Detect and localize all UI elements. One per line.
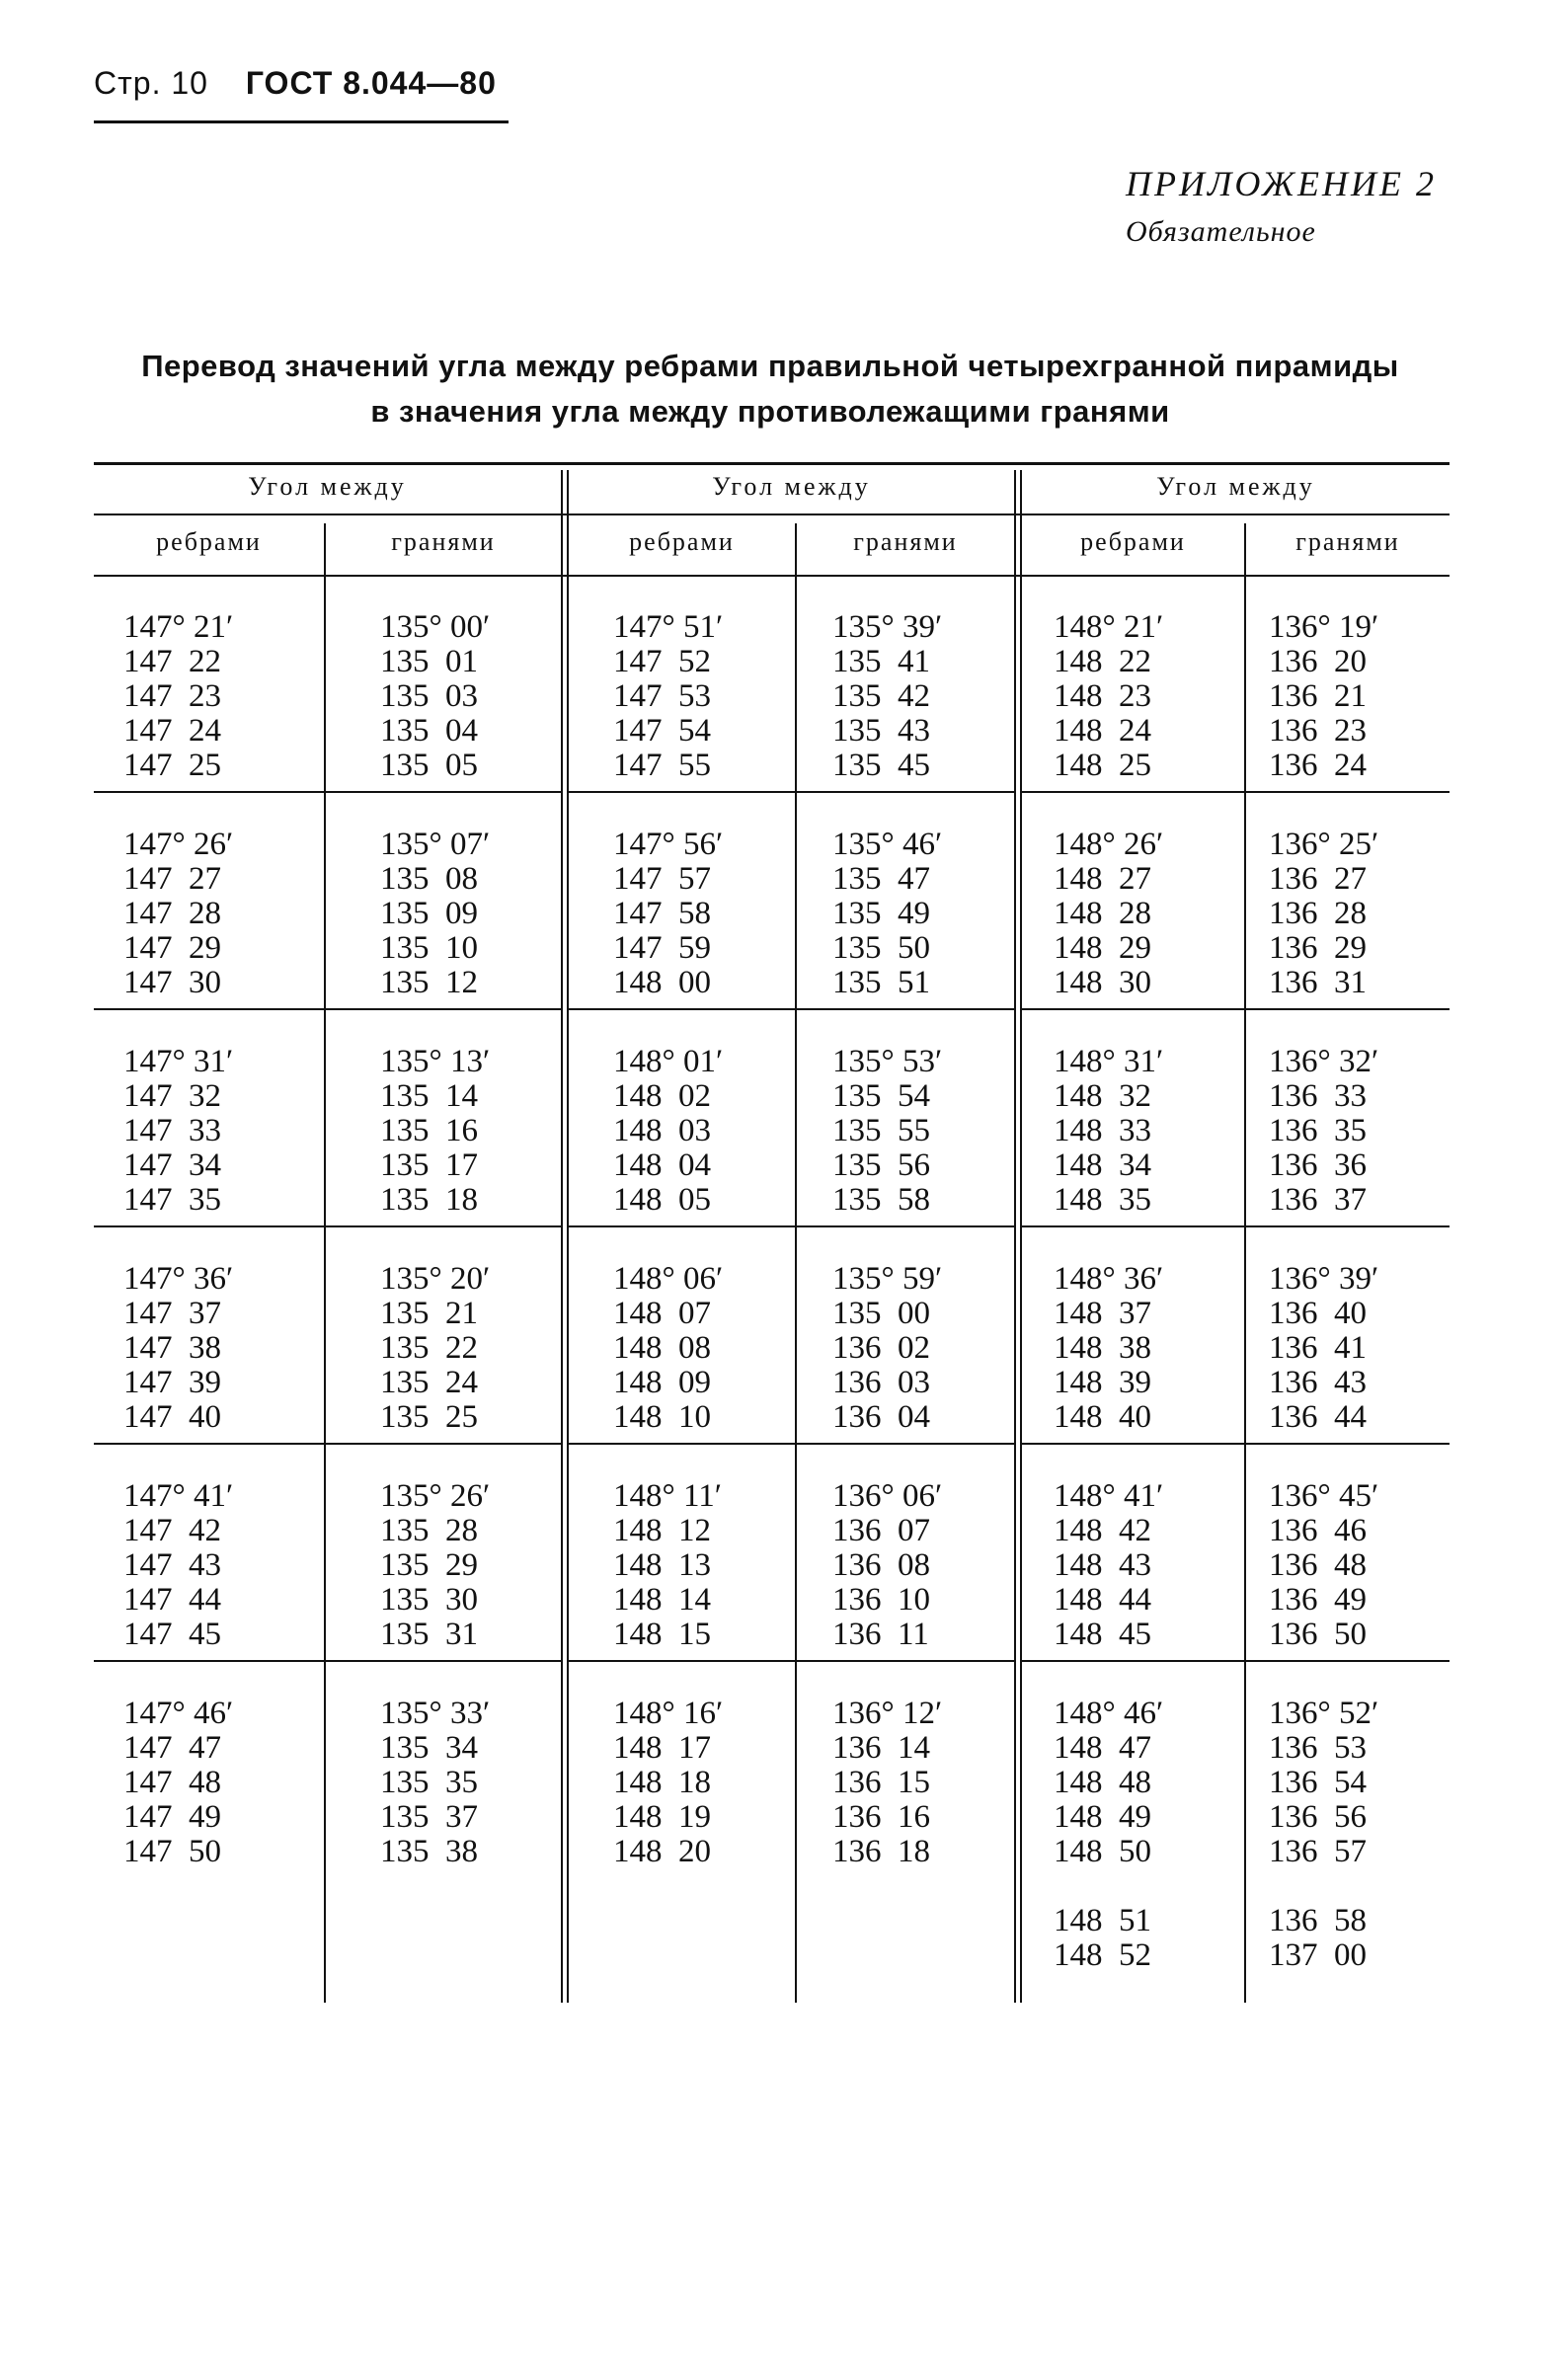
face-angle-cell: 135° 00′ [380, 609, 491, 645]
face-angle-cell: 135 09 [380, 896, 478, 931]
face-angle-cell: 135° 26′ [380, 1478, 491, 1514]
header-rule [94, 120, 509, 123]
group-header-2: Угол между [712, 472, 871, 501]
edge-angle-cell: 148 32 [1054, 1078, 1151, 1114]
edge-angle-cell: 148 19 [613, 1799, 711, 1835]
edge-angle-cell: 148 03 [613, 1113, 711, 1148]
edge-angle-cell: 147 35 [123, 1182, 221, 1218]
face-angle-cell: 135 43 [832, 713, 930, 749]
edge-angle-cell: 147 28 [123, 896, 221, 931]
edge-angle-cell: 148 08 [613, 1330, 711, 1366]
edge-angle-cell: 148 22 [1054, 644, 1151, 679]
col-header-faces-1: гранями [391, 527, 496, 556]
face-angle-cell: 135° 39′ [832, 609, 943, 645]
edge-angle-cell: 148 50 [1054, 1834, 1151, 1869]
face-angle-cell: 136 50 [1269, 1617, 1367, 1652]
face-angle-cell: 135° 20′ [380, 1261, 491, 1297]
face-angle-cell: 135 04 [380, 713, 478, 749]
group-separator-2b [1020, 470, 1022, 2003]
group-header-1: Угол между [248, 472, 407, 501]
edge-angle-cell: 147 37 [123, 1296, 221, 1331]
face-angle-cell: 135 37 [380, 1799, 478, 1835]
edge-angle-cell: 148 13 [613, 1547, 711, 1583]
col-header-edges-2: ребрами [629, 527, 735, 556]
face-angle-cell: 136° 19′ [1269, 609, 1379, 645]
edge-angle-cell: 148 10 [613, 1399, 711, 1435]
block-separator-rule [569, 1225, 1014, 1227]
edge-angle-cell: 147 33 [123, 1113, 221, 1148]
face-angle-cell: 136 23 [1269, 713, 1367, 749]
face-angle-cell: 136 14 [832, 1730, 930, 1766]
block-separator-rule [94, 1443, 561, 1445]
block-separator-rule [1022, 1008, 1450, 1010]
face-angle-cell: 136 33 [1269, 1078, 1367, 1114]
face-angle-cell: 136 46 [1269, 1513, 1367, 1548]
edge-angle-cell: 148 49 [1054, 1799, 1151, 1835]
edge-angle-cell: 148 05 [613, 1182, 711, 1218]
group-separator-1b [567, 470, 569, 2003]
face-angle-cell: 136° 39′ [1269, 1261, 1379, 1297]
face-angle-cell: 135 18 [380, 1182, 478, 1218]
edge-angle-cell: 147 38 [123, 1330, 221, 1366]
edge-angle-cell: 148° 41′ [1054, 1478, 1164, 1514]
edge-angle-cell: 148 28 [1054, 896, 1151, 931]
edge-angle-cell: 147° 31′ [123, 1044, 234, 1079]
face-angle-cell: 135 58 [832, 1182, 930, 1218]
edge-angle-cell: 148 12 [613, 1513, 711, 1548]
edge-angle-cell: 148° 26′ [1054, 827, 1164, 862]
edge-angle-cell: 147° 26′ [123, 827, 234, 862]
col-header-faces-3: гранями [1295, 527, 1400, 556]
face-angle-cell: 136 28 [1269, 896, 1367, 931]
face-angle-cell: 135° 07′ [380, 827, 491, 862]
edge-angle-cell: 148 29 [1054, 930, 1151, 966]
block-separator-rule [1022, 1660, 1450, 1662]
face-angle-cell: 136 11 [832, 1617, 929, 1652]
face-angle-cell: 136° 45′ [1269, 1478, 1379, 1514]
edge-angle-cell: 148 52 [1054, 1937, 1151, 1973]
face-angle-cell: 136 20 [1269, 644, 1367, 679]
edge-angle-cell: 148 33 [1054, 1113, 1151, 1148]
face-angle-cell: 135 54 [832, 1078, 930, 1114]
edge-angle-cell: 147 52 [613, 644, 711, 679]
face-angle-cell: 135 22 [380, 1330, 478, 1366]
edge-angle-cell: 147° 46′ [123, 1696, 234, 1731]
block-separator-rule [569, 1660, 1014, 1662]
face-angle-cell: 136 37 [1269, 1182, 1367, 1218]
face-angle-cell: 136 58 [1269, 1903, 1367, 1938]
column-separator-1 [324, 523, 326, 2003]
table-title-line-1: Перевод значений угла между ребрами правильной четырехгранной пирамиды [141, 349, 1399, 383]
face-angle-cell: 135 30 [380, 1582, 478, 1618]
edge-angle-cell: 147 44 [123, 1582, 221, 1618]
edge-angle-cell: 148 04 [613, 1147, 711, 1183]
block-separator-rule [94, 1225, 561, 1227]
edge-angle-cell: 147 43 [123, 1547, 221, 1583]
face-angle-cell: 135 29 [380, 1547, 478, 1583]
face-angle-cell: 135° 46′ [832, 827, 943, 862]
edge-angle-cell: 148 37 [1054, 1296, 1151, 1331]
column-separator-3 [1244, 523, 1246, 2003]
face-angle-cell: 136 35 [1269, 1113, 1367, 1148]
edge-angle-cell: 147 23 [123, 678, 221, 714]
conversion-table [94, 462, 1450, 1983]
edge-angle-cell: 148 00 [613, 965, 711, 1000]
face-angle-cell: 136 10 [832, 1582, 930, 1618]
edge-angle-cell: 147 25 [123, 748, 221, 783]
edge-angle-cell: 148 38 [1054, 1330, 1151, 1366]
block-separator-rule [1022, 791, 1450, 793]
edge-angle-cell: 147 59 [613, 930, 711, 966]
face-angle-cell: 135 47 [832, 861, 930, 897]
face-angle-cell: 136 08 [832, 1547, 930, 1583]
block-separator-rule [94, 791, 561, 793]
edge-angle-cell: 148° 36′ [1054, 1261, 1164, 1297]
edge-angle-cell: 148 09 [613, 1365, 711, 1400]
edge-angle-cell: 148 44 [1054, 1582, 1151, 1618]
edge-angle-cell: 148° 16′ [613, 1696, 724, 1731]
edge-angle-cell: 148 27 [1054, 861, 1151, 897]
edge-angle-cell: 147 32 [123, 1078, 221, 1114]
face-angle-cell: 136 29 [1269, 930, 1367, 966]
edge-angle-cell: 147 50 [123, 1834, 221, 1869]
edge-angle-cell: 147° 36′ [123, 1261, 234, 1297]
face-angle-cell: 135° 33′ [380, 1696, 491, 1731]
column-header-rule [94, 575, 1450, 577]
edge-angle-cell: 148° 01′ [613, 1044, 724, 1079]
face-angle-cell: 136 57 [1269, 1834, 1367, 1869]
face-angle-cell: 136 41 [1269, 1330, 1367, 1366]
group-header-3: Угол между [1156, 472, 1315, 501]
face-angle-cell: 135 08 [380, 861, 478, 897]
face-angle-cell: 135 31 [380, 1617, 478, 1652]
face-angle-cell: 136° 12′ [832, 1696, 943, 1731]
face-angle-cell: 135 50 [832, 930, 930, 966]
face-angle-cell: 136 21 [1269, 678, 1367, 714]
face-angle-cell: 135 05 [380, 748, 478, 783]
face-angle-cell: 135 35 [380, 1765, 478, 1800]
edge-angle-cell: 148 35 [1054, 1182, 1151, 1218]
block-separator-rule [569, 1008, 1014, 1010]
face-angle-cell: 135 16 [380, 1113, 478, 1148]
edge-angle-cell: 148 18 [613, 1765, 711, 1800]
col-header-faces-2: гранями [853, 527, 958, 556]
document-code: ГОСТ 8.044—80 [245, 65, 497, 101]
face-angle-cell: 136 18 [832, 1834, 930, 1869]
edge-angle-cell: 147 55 [613, 748, 711, 783]
edge-angle-cell: 148 48 [1054, 1765, 1151, 1800]
edge-angle-cell: 147 34 [123, 1147, 221, 1183]
edge-angle-cell: 148° 31′ [1054, 1044, 1164, 1079]
page-header [94, 65, 497, 102]
edge-angle-cell: 147 47 [123, 1730, 221, 1766]
face-angle-cell: 135 45 [832, 748, 930, 783]
edge-angle-cell: 147° 51′ [613, 609, 724, 645]
edge-angle-cell: 147 45 [123, 1617, 221, 1652]
face-angle-cell: 135 51 [832, 965, 930, 1000]
block-separator-rule [569, 791, 1014, 793]
block-separator-rule [1022, 1443, 1450, 1445]
block-separator-rule [1022, 1225, 1450, 1227]
edge-angle-cell: 148° 11′ [613, 1478, 722, 1514]
edge-angle-cell: 147 39 [123, 1365, 221, 1400]
face-angle-cell: 135 01 [380, 644, 478, 679]
edge-angle-cell: 148 25 [1054, 748, 1151, 783]
face-angle-cell: 135° 59′ [832, 1261, 943, 1297]
table-title [79, 344, 1461, 434]
edge-angle-cell: 147 40 [123, 1399, 221, 1435]
edge-angle-cell: 147 27 [123, 861, 221, 897]
face-angle-cell: 135 55 [832, 1113, 930, 1148]
face-angle-cell: 135 24 [380, 1365, 478, 1400]
face-angle-cell: 136 16 [832, 1799, 930, 1835]
edge-angle-cell: 147 57 [613, 861, 711, 897]
edge-angle-cell: 148 20 [613, 1834, 711, 1869]
group-separator-1a [561, 470, 563, 2003]
edge-angle-cell: 147 22 [123, 644, 221, 679]
appendix-subtitle: Обязательное [1126, 215, 1316, 248]
face-angle-cell: 136 27 [1269, 861, 1367, 897]
edge-angle-cell: 148 34 [1054, 1147, 1151, 1183]
face-angle-cell: 135° 53′ [832, 1044, 943, 1079]
face-angle-cell: 137 00 [1269, 1937, 1367, 1973]
face-angle-cell: 135 14 [380, 1078, 478, 1114]
edge-angle-cell: 148 14 [613, 1582, 711, 1618]
face-angle-cell: 135 12 [380, 965, 478, 1000]
edge-angle-cell: 148° 06′ [613, 1261, 724, 1297]
edge-angle-cell: 148 24 [1054, 713, 1151, 749]
page-number: Стр. 10 [94, 65, 208, 101]
edge-angle-cell: 148 42 [1054, 1513, 1151, 1548]
edge-angle-cell: 148° 46′ [1054, 1696, 1164, 1731]
edge-angle-cell: 148 39 [1054, 1365, 1151, 1400]
face-angle-cell: 136 36 [1269, 1147, 1367, 1183]
face-angle-cell: 135 56 [832, 1147, 930, 1183]
face-angle-cell: 136 43 [1269, 1365, 1367, 1400]
edge-angle-cell: 148 30 [1054, 965, 1151, 1000]
face-angle-cell: 136 53 [1269, 1730, 1367, 1766]
edge-angle-cell: 147 49 [123, 1799, 221, 1835]
face-angle-cell: 135 10 [380, 930, 478, 966]
edge-angle-cell: 147 58 [613, 896, 711, 931]
group-header-rule [94, 514, 1450, 515]
face-angle-cell: 136 04 [832, 1399, 930, 1435]
face-angle-cell: 136 44 [1269, 1399, 1367, 1435]
group-separator-2a [1014, 470, 1016, 2003]
edge-angle-cell: 148 07 [613, 1296, 711, 1331]
edge-angle-cell: 147° 41′ [123, 1478, 234, 1514]
edge-angle-cell: 147 53 [613, 678, 711, 714]
face-angle-cell: 136 48 [1269, 1547, 1367, 1583]
face-angle-cell: 135 21 [380, 1296, 478, 1331]
edge-angle-cell: 148° 21′ [1054, 609, 1164, 645]
col-header-edges-1: ребрами [156, 527, 262, 556]
face-angle-cell: 135 28 [380, 1513, 478, 1548]
face-angle-cell: 136 56 [1269, 1799, 1367, 1835]
edge-angle-cell: 147 24 [123, 713, 221, 749]
edge-angle-cell: 147 29 [123, 930, 221, 966]
face-angle-cell: 135 41 [832, 644, 930, 679]
block-separator-rule [94, 1660, 561, 1662]
block-separator-rule [569, 1443, 1014, 1445]
edge-angle-cell: 148 45 [1054, 1617, 1151, 1652]
edge-angle-cell: 148 17 [613, 1730, 711, 1766]
edge-angle-cell: 147° 56′ [613, 827, 724, 862]
table-title-line-2: в значения угла между противолежащими гранями [370, 394, 1170, 429]
edge-angle-cell: 148 43 [1054, 1547, 1151, 1583]
face-angle-cell: 135 49 [832, 896, 930, 931]
face-angle-cell: 136° 52′ [1269, 1696, 1379, 1731]
face-angle-cell: 136 02 [832, 1330, 930, 1366]
face-angle-cell: 135 38 [380, 1834, 478, 1869]
face-angle-cell: 136 03 [832, 1365, 930, 1400]
table-top-rule [94, 462, 1450, 465]
edge-angle-cell: 147° 21′ [123, 609, 234, 645]
face-angle-cell: 135 25 [380, 1399, 478, 1435]
edge-angle-cell: 148 51 [1054, 1903, 1151, 1938]
edge-angle-cell: 147 48 [123, 1765, 221, 1800]
face-angle-cell: 136° 06′ [832, 1478, 943, 1514]
edge-angle-cell: 147 42 [123, 1513, 221, 1548]
edge-angle-cell: 148 40 [1054, 1399, 1151, 1435]
edge-angle-cell: 147 30 [123, 965, 221, 1000]
face-angle-cell: 136 40 [1269, 1296, 1367, 1331]
face-angle-cell: 135 03 [380, 678, 478, 714]
face-angle-cell: 135 42 [832, 678, 930, 714]
face-angle-cell: 135 00 [832, 1296, 930, 1331]
face-angle-cell: 136 31 [1269, 965, 1367, 1000]
face-angle-cell: 136° 32′ [1269, 1044, 1379, 1079]
edge-angle-cell: 147 54 [613, 713, 711, 749]
edge-angle-cell: 148 15 [613, 1617, 711, 1652]
face-angle-cell: 135 17 [380, 1147, 478, 1183]
block-separator-rule [94, 1008, 561, 1010]
column-separator-2 [795, 523, 797, 2003]
face-angle-cell: 136 07 [832, 1513, 930, 1548]
appendix-title: ПРИЛОЖЕНИЕ 2 [1126, 164, 1437, 203]
face-angle-cell: 136° 25′ [1269, 827, 1379, 862]
face-angle-cell: 136 54 [1269, 1765, 1367, 1800]
face-angle-cell: 136 24 [1269, 748, 1367, 783]
face-angle-cell: 135° 13′ [380, 1044, 491, 1079]
edge-angle-cell: 148 02 [613, 1078, 711, 1114]
face-angle-cell: 136 15 [832, 1765, 930, 1800]
face-angle-cell: 135 34 [380, 1730, 478, 1766]
edge-angle-cell: 148 47 [1054, 1730, 1151, 1766]
face-angle-cell: 136 49 [1269, 1582, 1367, 1618]
edge-angle-cell: 148 23 [1054, 678, 1151, 714]
col-header-edges-3: ребрами [1080, 527, 1186, 556]
